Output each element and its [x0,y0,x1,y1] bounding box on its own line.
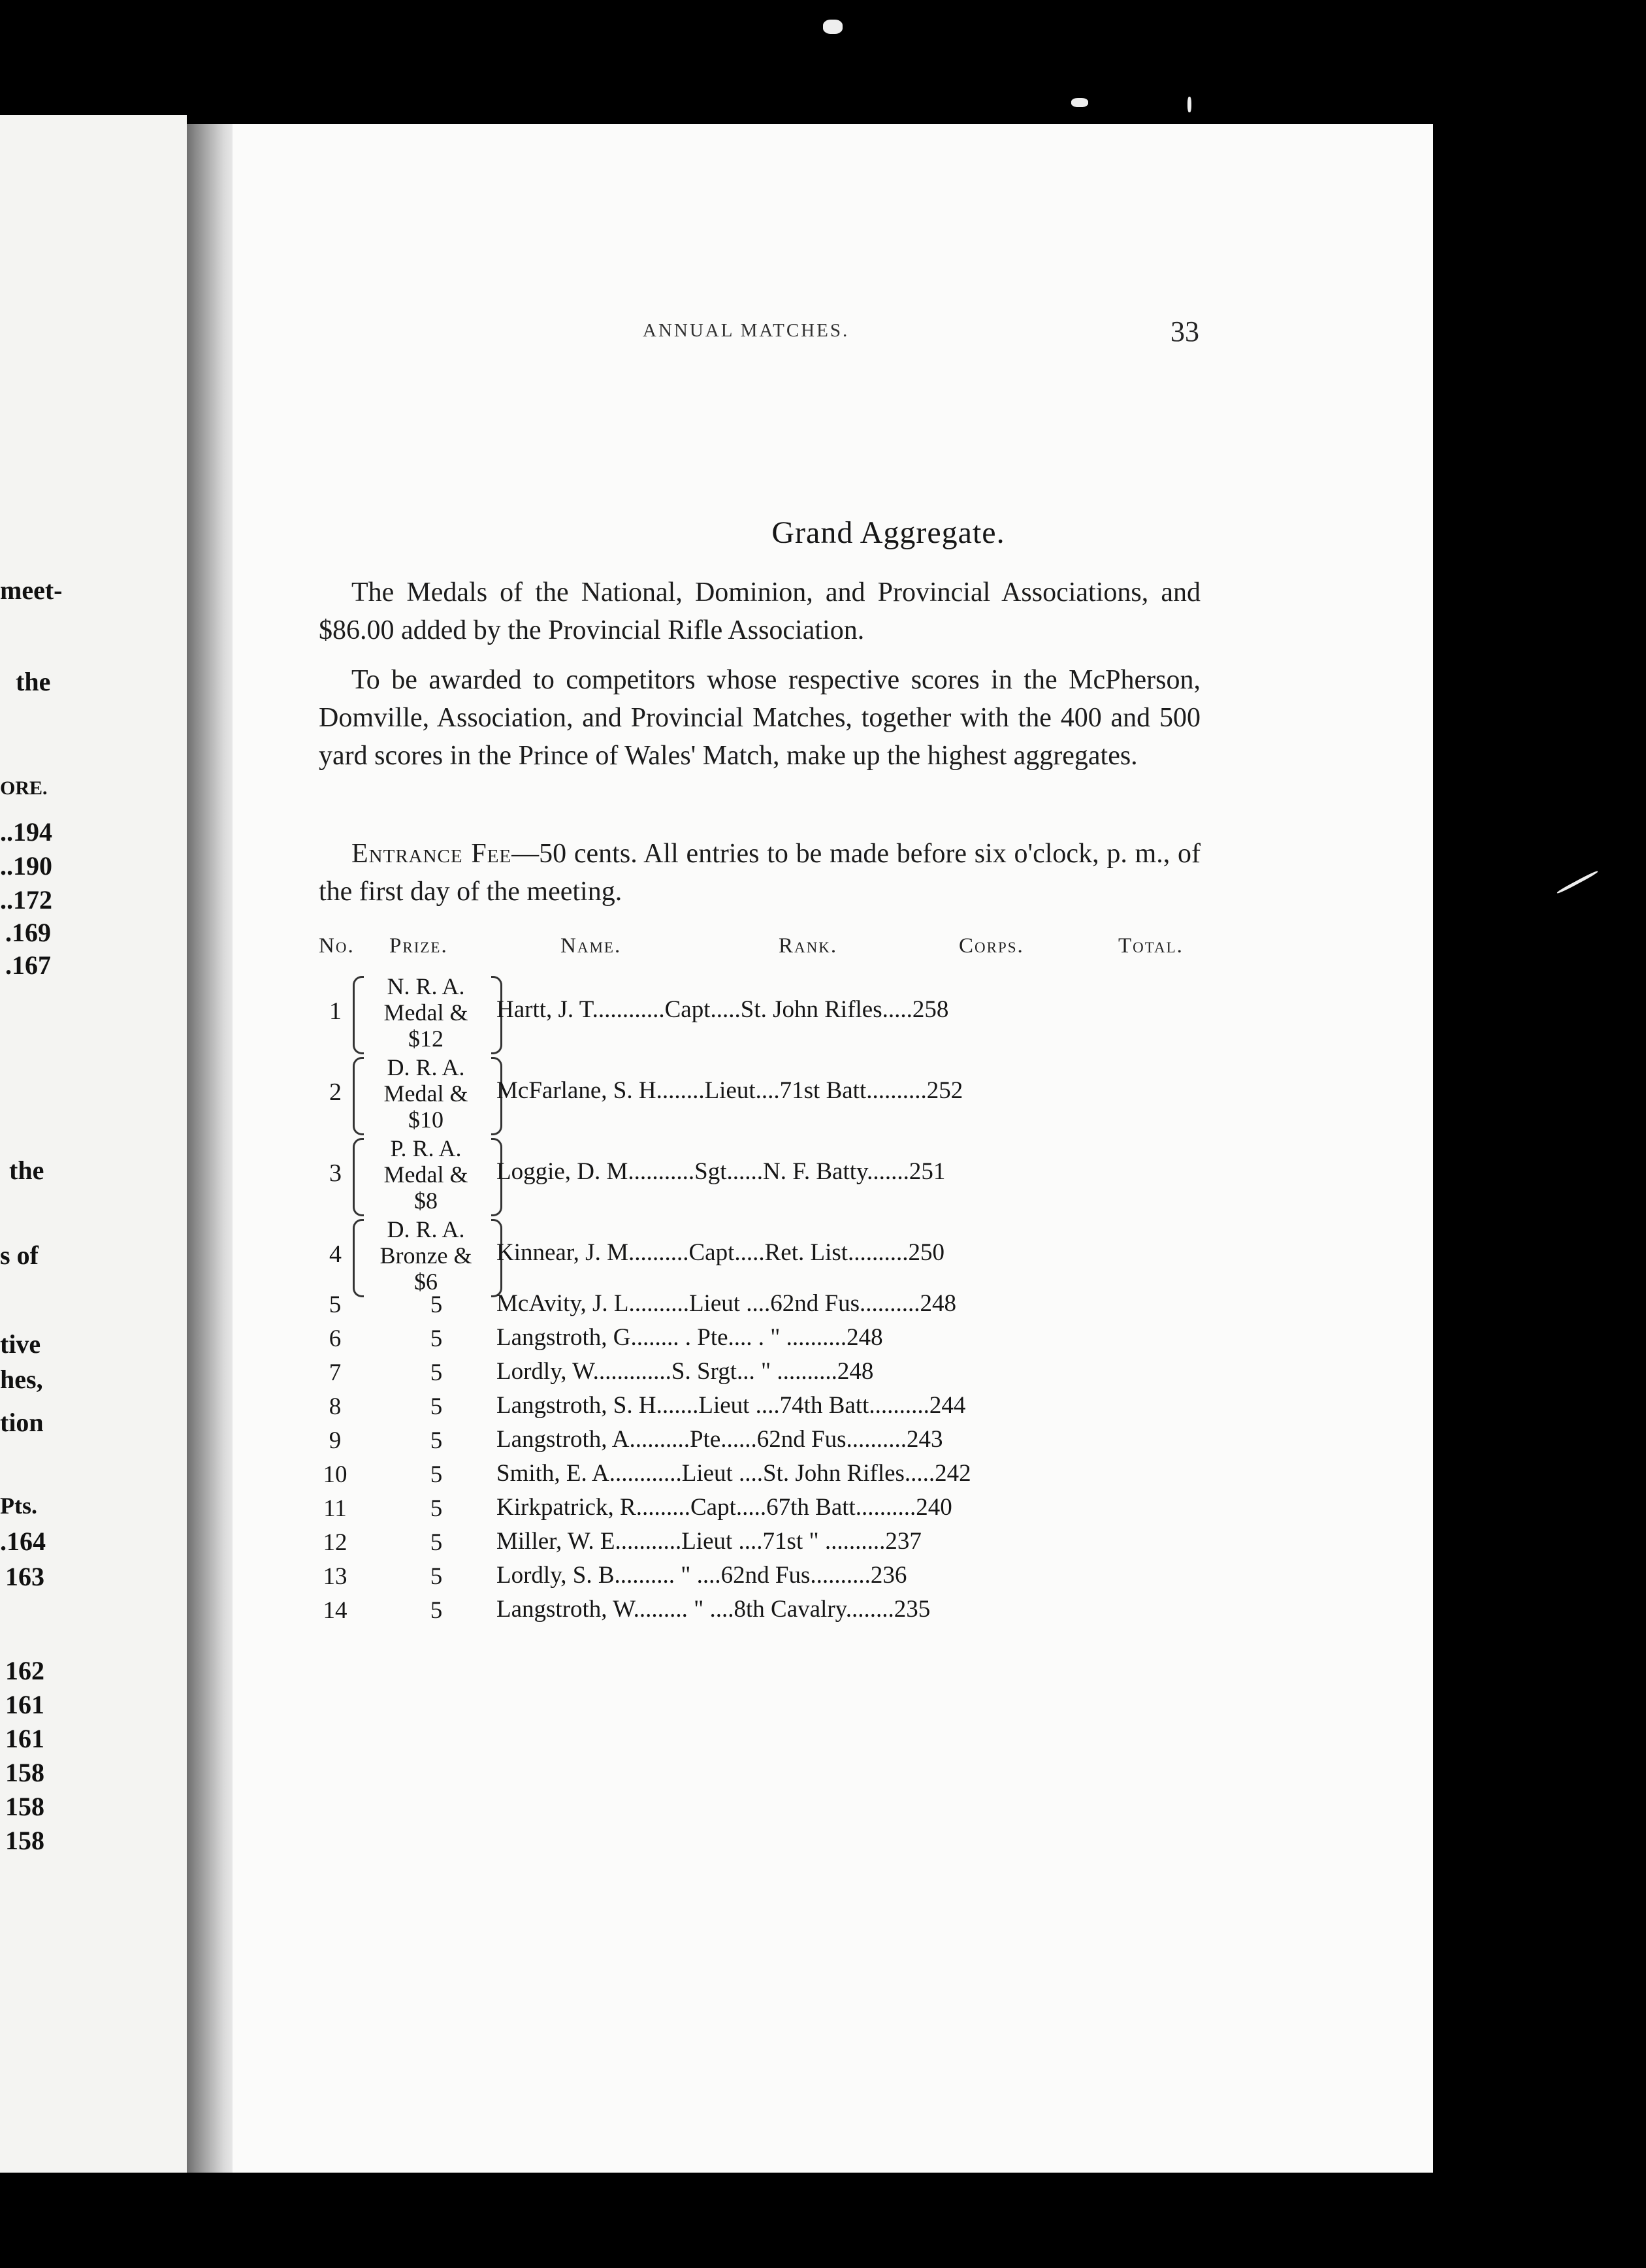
row-entry: Langstroth, S. H.......Lieut ....74th Batt..........244 [496,1392,966,1419]
left-fragment: 158 [5,1792,44,1821]
table-row [319,1393,1207,1425]
row-prize: 5 [430,1291,443,1318]
left-fragment: .164 [0,1527,46,1556]
prize-line: $10 [408,1107,444,1133]
left-fragment: 158 [5,1826,44,1855]
left-fragment: .169 [5,918,51,947]
left-fragment: hes, [0,1365,43,1394]
row-entry: Langstroth, G........ . Pte.... . " ..........248 [496,1324,883,1351]
paragraph-medals: The Medals of the National, Dominion, and Provincial Associations, and $86.00 added by the Provincial Rifle Association. [319,577,1201,645]
dust-speck [1557,870,1598,894]
table-row [319,1596,1207,1629]
prize-cell [361,973,491,1052]
row-number: 13 [323,1563,347,1590]
entrance-fee-label: Entrance Fee [351,839,512,869]
prize-line: D. R. A. [387,1054,465,1080]
table-row [319,1359,1207,1391]
row-number: 6 [329,1325,342,1352]
left-fragment: 158 [5,1758,44,1787]
prize-line: Medal & [383,1161,468,1188]
dust-speck [1071,98,1088,107]
row-entry: Langstroth, W......... " ....8th Cavalry........235 [496,1596,931,1623]
row-number: 7 [329,1359,342,1386]
row-entry: Kinnear, J. M..........Capt.....Ret. List..........250 [496,1239,945,1266]
row-number: 11 [323,1495,347,1522]
row-prize: 5 [430,1461,443,1488]
prize-line: Bronze & [379,1242,472,1269]
left-fragment: Pts. [0,1493,37,1519]
table-row [319,1135,1207,1216]
left-fragment: the [16,667,51,696]
prize-line: N. R. A. [387,973,465,999]
row-entry: McFarlane, S. H........Lieut....71st Batt..........252 [496,1077,963,1104]
row-entry: Loggie, D. M...........Sgt......N. F. Batty.......251 [496,1158,946,1185]
left-fragment: tive [0,1329,41,1359]
entrance-fee-text: —50 cents. All entries to be made before six o'clock, p. m., of the first day of the meeting. [319,839,1201,907]
col-header-name: Name. [560,934,622,958]
prize-line: $8 [414,1188,438,1214]
row-entry: Smith, E. A............Lieut ....St. John Rifles.....242 [496,1460,971,1487]
left-fragment: ..172 [0,885,52,915]
row-prize: 5 [430,1427,443,1454]
left-fragment: 161 [5,1724,44,1753]
row-entry: McAvity, J. L..........Lieut ....62nd Fus..........248 [496,1290,957,1317]
section-title [0,515,1646,551]
row-number: 2 [329,1078,342,1106]
col-header-rank: Rank. [779,934,838,958]
left-fragment: ..194 [0,817,52,847]
running-head: ANNUAL MATCHES. [643,320,850,341]
row-prize: 5 [430,1359,443,1386]
dust-speck [1187,97,1191,112]
col-header-prize: Prize. [389,934,448,958]
left-fragment: 161 [5,1690,44,1719]
row-number: 12 [323,1529,347,1556]
left-fragment: the [9,1156,44,1185]
table-row [319,973,1207,1054]
table-row [319,1461,1207,1493]
row-number: 3 [329,1159,342,1187]
row-number: 4 [329,1240,342,1268]
row-number: 5 [329,1291,342,1318]
left-fragment: 162 [5,1656,44,1685]
table-row [319,1291,1207,1323]
col-header-total: Total. [1118,934,1184,958]
section-title-text: Grand Aggregate. [771,515,1005,550]
row-prize: 5 [430,1597,443,1624]
row-prize: 5 [430,1529,443,1556]
row-prize: 5 [430,1325,443,1352]
row-number: 1 [329,997,342,1025]
row-number: 10 [323,1461,347,1488]
book-gutter [187,124,239,2173]
row-number: 8 [329,1393,342,1420]
prize-line: Medal & [383,1080,468,1107]
table-row [319,1529,1207,1561]
prize-cell [361,1054,491,1133]
dust-speck [823,20,843,34]
prize-line: $6 [414,1269,438,1295]
prize-line: P. R. A. [390,1135,462,1161]
table-row [319,1325,1207,1357]
row-number: 14 [323,1597,347,1624]
prize-line: Medal & [383,999,468,1026]
row-prize: 5 [430,1563,443,1590]
row-entry: Lordly, W.............S. Srgt... " ..........248 [496,1358,874,1385]
row-prize: 5 [430,1393,443,1420]
prize-line: $12 [408,1026,444,1052]
left-fragment: s of [0,1240,39,1270]
paragraph-entrance-fee [319,835,1201,911]
table-row [319,1495,1207,1527]
row-entry: Kirkpatrick, R.........Capt.....67th Batt..........240 [496,1494,952,1521]
table-row [319,1054,1207,1135]
prize-cell [361,1216,491,1295]
paragraph-eligibility: To be awarded to competitors whose respective scores in the McPherson, Domville, Association, and Provincial Matches, together with the 400 and 500 yard scores in the Prince of Wales' Match, make up the highest aggregates. [319,665,1201,771]
page-number: 33 [1170,316,1199,348]
left-fragment: ORE. [0,777,48,799]
left-fragment: 163 [5,1562,44,1591]
row-number: 9 [329,1427,342,1454]
left-fragment: tion [0,1408,44,1437]
prize-cell [361,1135,491,1214]
row-entry: Langstroth, A..........Pte......62nd Fus..........243 [496,1426,943,1453]
col-header-no: No. [319,934,355,958]
table-row [319,1216,1207,1297]
row-entry: Miller, W. E...........Lieut ....71st " ..........237 [496,1528,922,1555]
left-page [0,115,187,2173]
left-fragment: .167 [5,950,51,980]
table-row [319,1563,1207,1595]
col-header-corps: Corps. [959,934,1024,958]
table-row [319,1427,1207,1459]
row-entry: Lordly, S. B.......... " ....62nd Fus..........236 [496,1562,907,1589]
left-fragment: ..190 [0,851,52,881]
prize-line: D. R. A. [387,1216,465,1242]
row-entry: Hartt, J. T............Capt.....St. John Rifles.....258 [496,996,949,1023]
left-fragment: meet- [0,575,63,605]
row-prize: 5 [430,1495,443,1522]
